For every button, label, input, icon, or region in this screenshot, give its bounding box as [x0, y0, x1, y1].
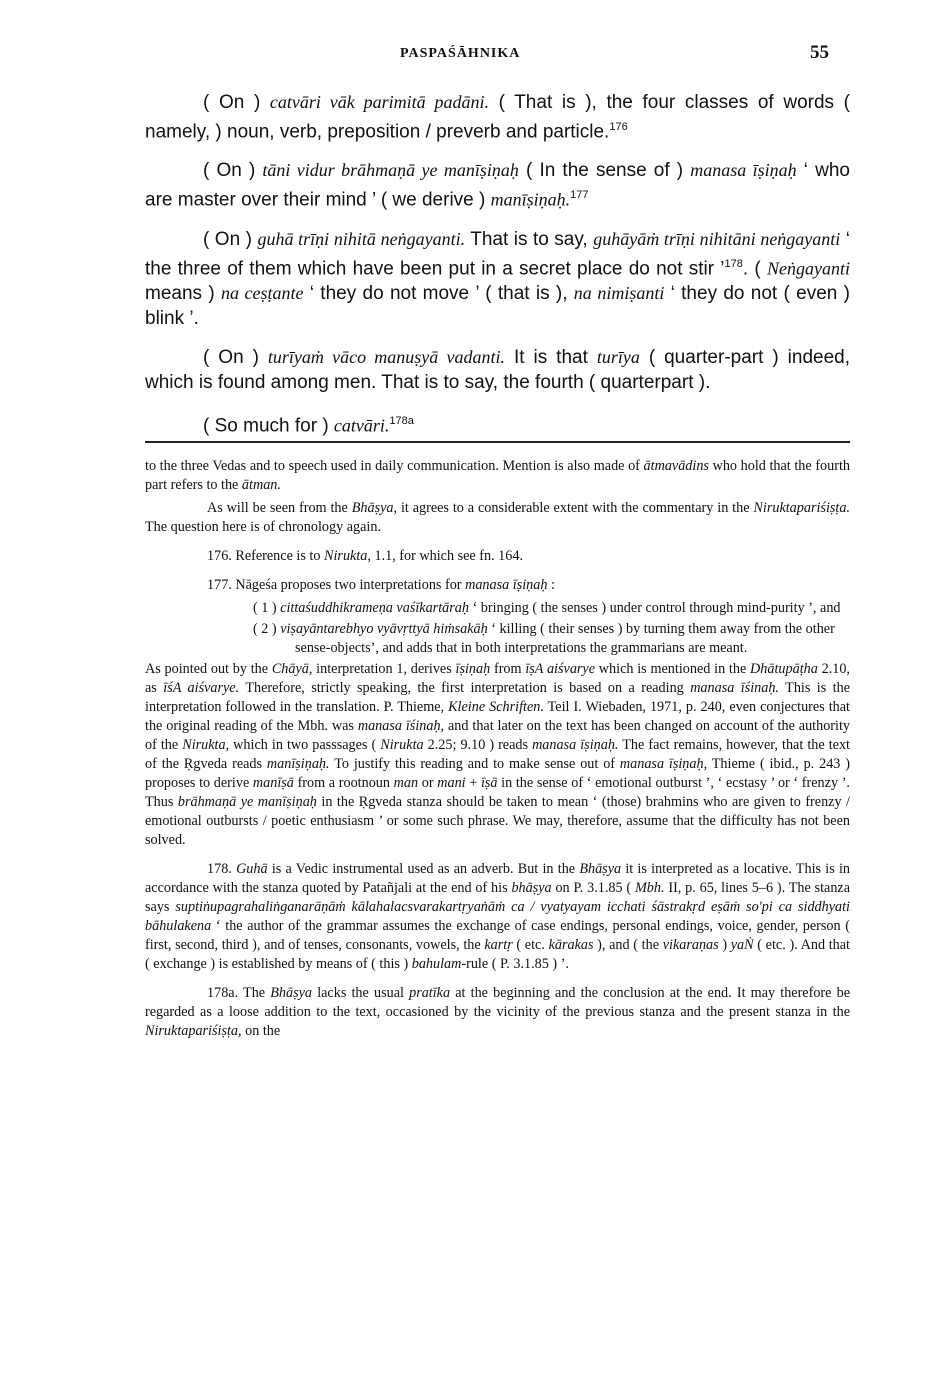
text-span: + — [465, 775, 481, 791]
main-paragraph-1 — [145, 90, 850, 144]
sanskrit-term: manīṣiṇaḥ. — [266, 756, 330, 772]
text-span: ( etc. — [512, 937, 549, 953]
footnote-178 — [145, 860, 850, 974]
main-paragraph-2 — [145, 158, 850, 212]
footnote-ref-178a: 178a — [389, 414, 414, 427]
sanskrit-term: īṣiṇaḥ — [455, 661, 491, 677]
text-span: 2.10, as — [145, 661, 850, 696]
text-span: ( 1 ) — [253, 600, 281, 616]
text-span: It is that — [504, 346, 597, 368]
text-span: : — [547, 577, 555, 593]
sanskrit-term: vikaraṇas — [662, 937, 719, 953]
text-span: ( etc. ). And that ( exchange ) is established by means of ( this ) — [145, 937, 850, 972]
sanskrit-term: na nimiṣanti — [573, 282, 665, 303]
text-span: which is mentioned in the — [595, 661, 751, 677]
text-span: 1.1, for which see fn. 164. — [370, 548, 524, 564]
sanskrit-term: bhāṣya — [511, 880, 552, 896]
text-span: from — [490, 661, 526, 677]
sanskrit-term: manasa īṣiṇaḥ. — [532, 737, 619, 753]
sanskrit-term: pratīka — [409, 985, 451, 1001]
sanskrit-term: Bhāṣya, — [351, 500, 398, 516]
text-span: ‘ the author of the grammar assumes the exchange of case endings, personal endings, voice, gender, person ( first, second, third ), and of tenses, consonants, vowels, the — [145, 918, 850, 953]
sanskrit-term: manasa īṣiṇaḥ — [690, 160, 797, 181]
sanskrit-term: catvāri. — [333, 415, 390, 436]
text-span: on P. 3.1.85 ( — [551, 880, 635, 896]
sanskrit-term: Bhāṣya — [270, 985, 313, 1001]
sanskrit-term: Chāyā, — [271, 661, 313, 677]
sanskrit-term: Dhātupāṭha — [750, 661, 818, 677]
text-span: -rule ( P. 3.1.85 ) ’. — [461, 956, 569, 972]
text-span: The question here is of chronology again. — [145, 519, 381, 535]
text-span: in the Ṛgveda stanza should be taken to mean ‘ (those) brahmins who are given to frenzy / emotional outbursts / poetic enthusiasm ’ or some such phrase. We may, therefore, assume that the difficulty has not been solved. — [145, 794, 851, 848]
text-span: ( On ) — [203, 160, 263, 182]
sanskrit-term: na ceṣṭante — [220, 282, 304, 303]
text-span: it is interpreted as a locative. This is in accordance with the stanza quoted by Patañjali at the end of his — [145, 861, 850, 896]
footnote-divider — [145, 441, 850, 443]
sanskrit-term: manasa īṣiṇaḥ, — [619, 756, 708, 772]
text-span: ( In the sense of ) — [518, 160, 691, 182]
text-span: 177. Nāgeśa proposes two interpretations for — [207, 577, 466, 593]
main-paragraph-5 — [145, 409, 850, 438]
sanskrit-term: guhāyāṁ trīṇi nihitāni neṅgayanti — [593, 228, 841, 249]
text-span: Teil I. Wiebaden, 1971, p. 240, even conjectures that the original reading of the Mbh. was — [145, 699, 850, 734]
text-span: 178a. The — [207, 985, 271, 1001]
text-span: ) — [718, 937, 731, 953]
text-span: 178. — [207, 861, 237, 877]
text-span: Therefore, strictly speaking, the first interpretation is based on a reading — [239, 680, 691, 696]
main-paragraph-3 — [145, 227, 850, 331]
text-span: ‘ killing ( their senses ) by turning them away from the other sense-objects’, and adds that in both interpretations the grammarians are meant. — [295, 621, 835, 656]
sanskrit-term: kartṛ — [484, 937, 513, 953]
sanskrit-term: Guhā — [236, 861, 268, 877]
sanskrit-quote: guhā trīṇi nihitā neṅgayanti. — [257, 228, 466, 249]
text-span: in the sense of ‘ emotional outburst ’, ‘ ecstasy ’ or ‘ frenzy ’. Thus — [145, 775, 850, 810]
text-span: 176. Reference is to — [207, 548, 325, 564]
footnote-177-item-2 — [145, 620, 850, 658]
footnote-177 — [145, 576, 850, 595]
text-span: interpretation 1, derives — [312, 661, 456, 677]
text-span: ( So much for ) — [203, 415, 334, 437]
sanskrit-term: Neṅgayanti — [766, 257, 850, 278]
footnote-continuation-2 — [145, 499, 850, 537]
text-span: it agrees to a considerable extent with the commentary in the — [397, 500, 754, 516]
text-span: This is the interpretation followed in the translation. P. Thieme, — [145, 680, 851, 715]
text-span: is a Vedic instrumental used as an adverb. But in the — [267, 861, 580, 877]
text-span: 2.25; 9.10 ) reads — [423, 737, 533, 753]
sanskrit-term: manasa īśinaḥ, — [357, 718, 445, 734]
sanskrit-term: Mbh. — [634, 880, 665, 896]
sanskrit-term: viṣayāntarebhyo vyāvṛttyā hiṁsakāḥ — [280, 621, 488, 637]
text-span: II, p. 65, lines 5–6 ). The stanza says — [145, 880, 851, 915]
sanskrit-term: Nirukta, — [182, 737, 230, 753]
sanskrit-term: Niruktapariśiṣṭa. — [753, 500, 850, 516]
sanskrit-term: kārakas — [548, 937, 594, 953]
text-span: and that later on the text has been changed on account of the authority of the — [145, 718, 851, 753]
text-span: ‘ the three of them which have been put in a secret place do not stir ’ — [145, 228, 851, 279]
text-span: To justify this reading and to make sense out of — [329, 756, 620, 772]
text-span: ‘ they do not move ’ ( that is ), — [303, 282, 574, 304]
text-span: That is to say, — [465, 228, 594, 250]
sanskrit-term: Niruktapariśiṣṭa, — [145, 1023, 242, 1039]
text-span: ‘ bringing ( the senses ) under control through mind-purity ’, and — [468, 600, 841, 616]
text-span: ‘ they do not ( even ) blink ’. — [145, 282, 850, 329]
text-span: ( On ) — [203, 346, 268, 368]
main-text — [145, 90, 850, 452]
footnote-ref-177: 177 — [570, 189, 589, 202]
sanskrit-term: Bhāṣya — [579, 861, 622, 877]
text-span: ( On ) — [203, 228, 258, 250]
sanskrit-term: īśA aiśvarye. — [163, 680, 240, 696]
text-span: . ( — [742, 257, 767, 279]
footnote-ref-176: 176 — [609, 121, 628, 133]
text-span: As pointed out by the — [145, 661, 272, 677]
footnote-177-continuation — [145, 660, 850, 850]
sanskrit-quote: tāni vidur brāhmaṇā ye manīṣiṇaḥ — [262, 160, 519, 181]
text-span: on the — [241, 1023, 281, 1039]
footnote-176 — [145, 547, 850, 566]
footnotes — [145, 457, 850, 1045]
footnote-177-item-1 — [145, 599, 850, 618]
book-title: Kleine Schriften. — [448, 699, 544, 715]
sanskrit-term: Nirukta, — [324, 548, 371, 564]
sanskrit-term: cittaśuddhikrameṇa vaśīkartāraḥ — [280, 600, 469, 616]
sanskrit-term: yaṄ — [730, 937, 754, 953]
footnote-ref-178: 178 — [724, 257, 743, 270]
sanskrit-term: mani — [437, 775, 466, 791]
text-span: As will be seen from the — [207, 500, 352, 516]
text-span: lacks the usual — [312, 985, 410, 1001]
text-span: to the three Vedas and to speech used in daily communication. Mention is also made of — [145, 458, 644, 474]
text-span: which in two passsages ( — [229, 737, 381, 753]
text-span: who hold that the fourth part refers to the — [145, 458, 850, 493]
sanskrit-quote: catvāri vāk parimitā padāni. — [269, 92, 489, 112]
sanskrit-term: manasa īṣiṇaḥ — [465, 577, 548, 593]
sanskrit-term: brāhmaṇā ye manīṣiṇaḥ — [177, 794, 317, 810]
sanskrit-term: ātman. — [241, 477, 281, 493]
footnote-continuation — [145, 457, 850, 495]
sanskrit-term: Nirukta — [380, 737, 424, 753]
running-title: PASPAŚĀHNIKA — [400, 46, 521, 61]
text-span: ( quarter-part ) indeed, which is found among men. That is to say, the fourth ( quarterpart ). — [145, 346, 850, 393]
page-number: 55 — [810, 42, 829, 63]
sanskrit-term: manīṣiṇaḥ. — [490, 189, 571, 210]
text-span: at the beginning and the conclusion at the end. It may therefore be regarded as a loose addition to the text, occasioned by the vicinity of the previous stanza and the present stanza in the — [145, 985, 850, 1020]
text-span: Thieme ( ibid., p. 243 ) proposes to derive — [145, 756, 850, 791]
text-span: ( That is ), the four classes of words ( namely, ) noun, verb, preposition / preverb and particle. — [145, 92, 850, 143]
sanskrit-term: īṣā — [480, 775, 498, 791]
sanskrit-term: turīya — [596, 346, 640, 367]
text-span: The fact remains, however, that the text of the Ṛgveda reads — [145, 737, 850, 772]
sanskrit-term: manīṣā — [252, 775, 294, 791]
text-span: ‘ who are master over their mind ’ ( we derive ) — [145, 160, 850, 211]
sanskrit-term: bahulam — [411, 956, 462, 972]
sanskrit-term: manasa īśinaḥ. — [690, 680, 779, 696]
main-paragraph-4 — [145, 345, 850, 395]
text-span: or — [418, 775, 438, 791]
text-span: ), and ( the — [593, 937, 663, 953]
footnote-178a — [145, 984, 850, 1041]
text-span: ( 2 ) — [253, 621, 281, 637]
text-span: means ) — [145, 282, 221, 304]
sanskrit-quote: suptiṅupagrahaliṅganarāṇāṁ kālahalacsvarakartṛyaṅāṁ ca / vyatyayam icchati śāstrakṛd eṣāṁ so'pi ca siddhyati bāhulakena — [145, 899, 850, 934]
sanskrit-term: man — [393, 775, 419, 791]
sanskrit-term: ātmavādins — [643, 458, 709, 474]
sanskrit-quote: turīyaṁ vāco manuṣyā vadanti. — [267, 346, 505, 367]
text-span: from a rootnoun — [293, 775, 394, 791]
text-span: ( On ) — [203, 92, 270, 113]
sanskrit-term: īṣA aiśvarye — [525, 661, 596, 677]
